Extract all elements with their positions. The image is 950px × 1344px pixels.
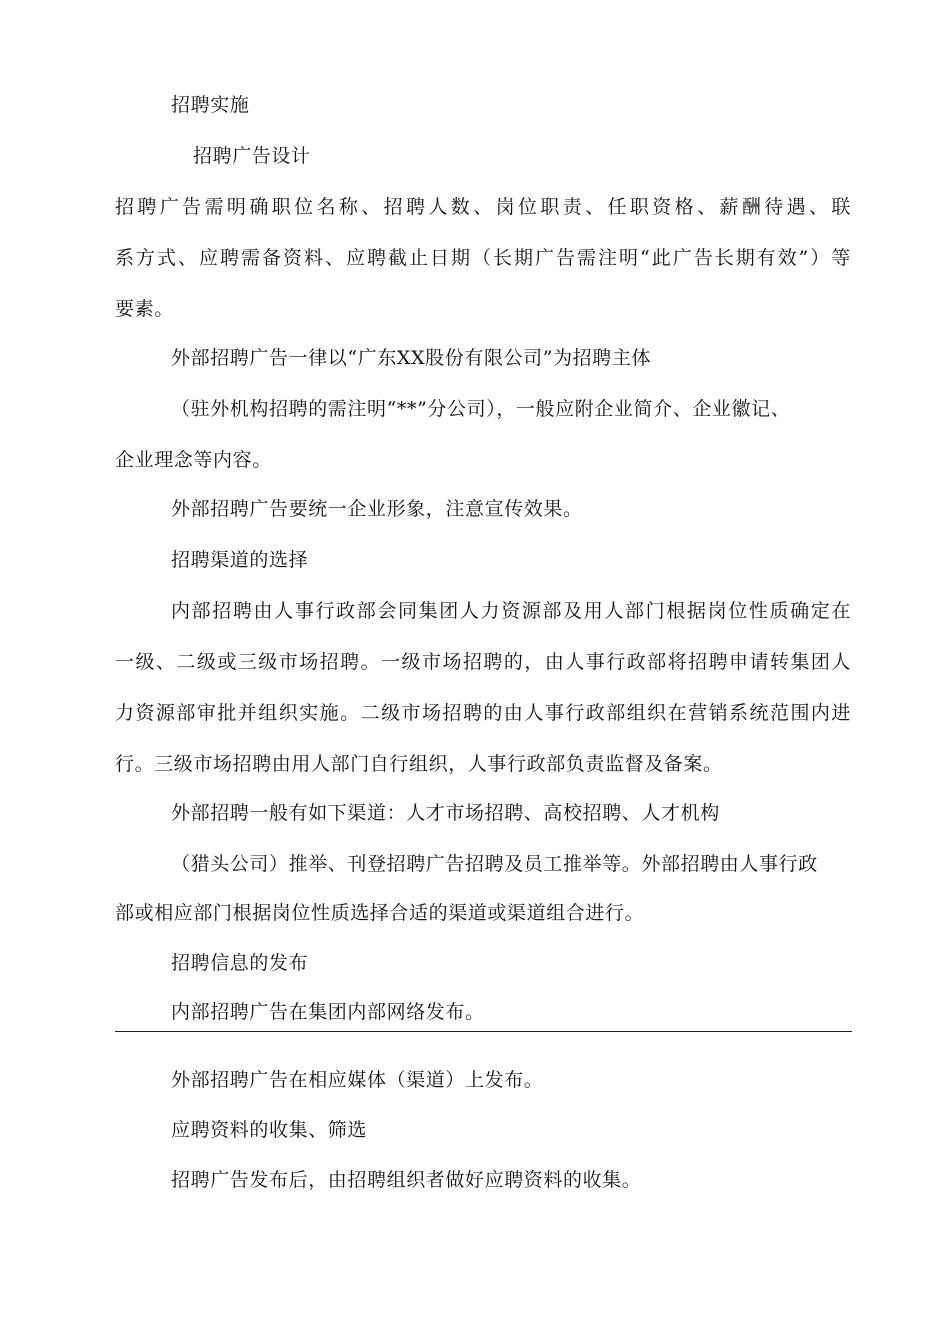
paragraph-line: 力资源部审批并组织实施。二级市场招聘的由人事行政部组织在营销系统范围内进 (115, 702, 851, 724)
paragraph-line: 企业理念等内容。 (115, 449, 272, 471)
paragraph-line: 系方式、应聘需备资料、应聘截止日期（长期广告需注明“此广告长期有效”）等 (115, 247, 851, 269)
paragraph-line: 内部招聘广告在集团内部网络发布。 (171, 1001, 485, 1023)
paragraph-line: 内部招聘由人事行政部会同集团人力资源部及用人部门根据岗位性质确定在 (171, 600, 851, 622)
paragraph-line: 行。三级市场招聘由用人部门自行组织，人事行政部负责监督及备案。 (115, 753, 723, 775)
page-divider (115, 1031, 852, 1032)
paragraph-line: 外部招聘广告要统一企业形象，注意宣传效果。 (171, 498, 583, 520)
paragraph-line: 外部招聘一般有如下渠道：人才市场招聘、高校招聘、人才机构 (171, 802, 720, 824)
section-heading-application-collection: 应聘资料的收集、筛选 (171, 1119, 368, 1141)
subheading-ad-design: 招聘广告设计 (193, 145, 311, 167)
paragraph-line: 一级、二级或三级市场招聘。一级市场招聘的，由人事行政部将招聘申请转集团人 (115, 651, 851, 673)
paragraph-line: （驻外机构招聘的需注明“**”分公司），一般应附企业简介、企业徽记、 (171, 398, 791, 420)
paragraph-line: 部或相应部门根据岗位性质选择合适的渠道或渠道组合进行。 (115, 902, 645, 924)
paragraph-line: 招聘广告发布后，由招聘组织者做好应聘资料的收集。 (171, 1169, 642, 1191)
paragraph-line: 招聘广告需明确职位名称、招聘人数、岗位职责、任职资格、薪酬待遇、联 (115, 196, 851, 218)
paragraph-line: （猎头公司）推举、刊登招聘广告招聘及员工推举等。外部招聘由人事行政 (171, 853, 818, 875)
section-heading-info-release: 招聘信息的发布 (171, 952, 309, 974)
paragraph-line: 要素。 (115, 298, 174, 320)
section-heading-channel-selection: 招聘渠道的选择 (171, 549, 309, 571)
paragraph-line: 外部招聘广告一律以“广东XX股份有限公司”为招聘主体 (171, 347, 652, 369)
heading-recruitment-implementation: 招聘实施 (171, 94, 250, 116)
paragraph-line: 外部招聘广告在相应媒体（渠道）上发布。 (171, 1069, 544, 1091)
